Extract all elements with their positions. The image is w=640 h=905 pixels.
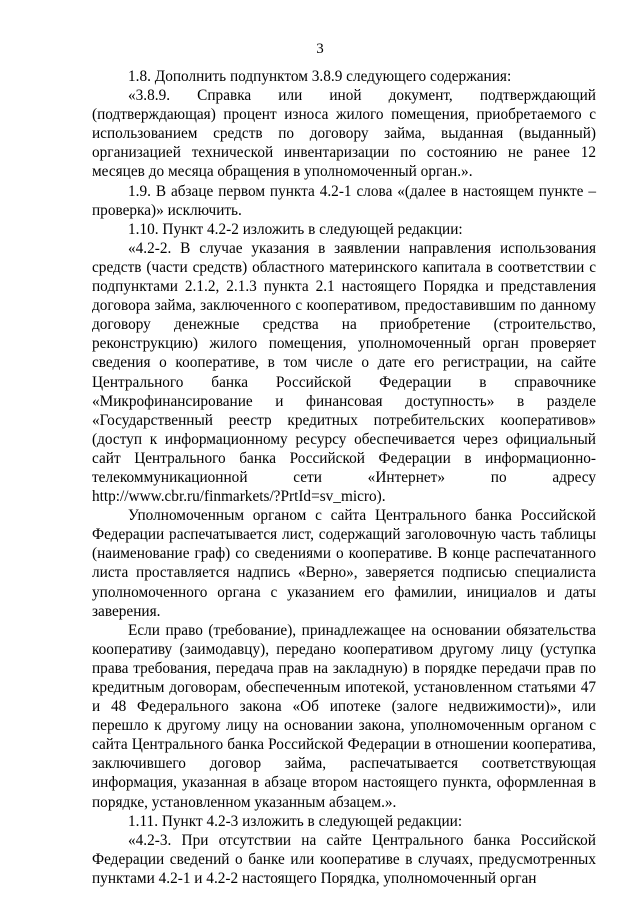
paragraph-1-11: 1.11. Пункт 4.2-3 изложить в следующей редакции: <box>128 812 463 830</box>
paragraph-rights-transfer: Если право (требование), принадлежащее на основании обязательства кооперативу (заимодавцу), передано кооперативом другому лицу (уступка права требования, передача прав на закладную) в порядке передачи прав по кредитным договорам, обеспеченным ипотекой, установленном статьями 47 и 48 Федерального закона «Об ипотеке (залоге недвижимости)», или перешло к другому лицу на основании закона, уполномоченным органом с сайта Центрального банка Российской Федерации в отношении кооператива, заключившего договор займа, распечатывается соответствующая информация, указанная в абзаце втором настоящего пункта, оформленная в порядке, установленном указанным абзацем.». <box>92 621 596 811</box>
paragraph-printout: Уполномоченным органом с сайта Центрального банка Российской Федерации распечатывается лист, содержащий заголовочную часть таблицы (наименование граф) со сведениями о кооперативе. В конце распечатанного листа проставляется надпись «Верно», заверяется подписью специалиста уполномоченного органа с указанием его фамилии, инициалов и даты заверения. <box>92 507 596 620</box>
paragraph-1-9: 1.9. В абзаце первом пункта 4.2-1 слова «(далее в настоящем пункте – проверка)» исключить. <box>92 182 596 219</box>
paragraph-4-2-3: «4.2-3. При отсутствии на сайте Центрального банка Российской Федерации сведений о банке или кооперативе в случаях, предусмотренных пунктами 4.2-1 и 4.2-2 настоящего Порядка, уполномоченный орган <box>92 831 596 887</box>
paragraph-1-8: 1.8. Дополнить подпунктом 3.8.9 следующего содержания: <box>128 68 512 85</box>
paragraph-3-8-9: «3.8.9. Справка или иной документ, подтверждающий (подтверждающая) процент износа жилого помещения, приобретаемого с использованием средств по договору займа, выданная (выданный) организацией технической инвентаризации по состоянию не ранее 12 месяцев до месяца обращения в уполномоченный орган.». <box>92 87 596 181</box>
paragraph-1-10: 1.10. Пункт 4.2-2 изложить в следующей редакции: <box>128 220 463 238</box>
page-number: 3 <box>316 41 324 57</box>
paragraph-4-2-2: «4.2-2. В случае указания в заявлении направления использования средств (части средств) областного материнского капитала в соответствии с подпунктами 2.1.2, 2.1.3 пункта 2.1 настоящего Порядка и представления договора займа, заключенного с кооперативом, предоставившим по данному договору денежные средства на приобретение (строительство, реконструкцию) жилого помещения, уполномоченный орган проверяет сведения о кооперативе, в том числе о дате его регистрации, на сайте Центрального банка Российской Федерации в справочнике «Микрофинансирование и финансовая доступность» в разделе «Государственный реестр кредитных потребительских кооперативов» (доступ к информационному ресурсу обеспечивается через официальный сайт Центрального банка Российской Федерации в информационно-телекоммуникационной сети «Интернет» по адресу http://www.cbr.ru/finmarkets/?PrtId=sv_micro). <box>92 239 596 506</box>
document-body <box>92 67 596 888</box>
